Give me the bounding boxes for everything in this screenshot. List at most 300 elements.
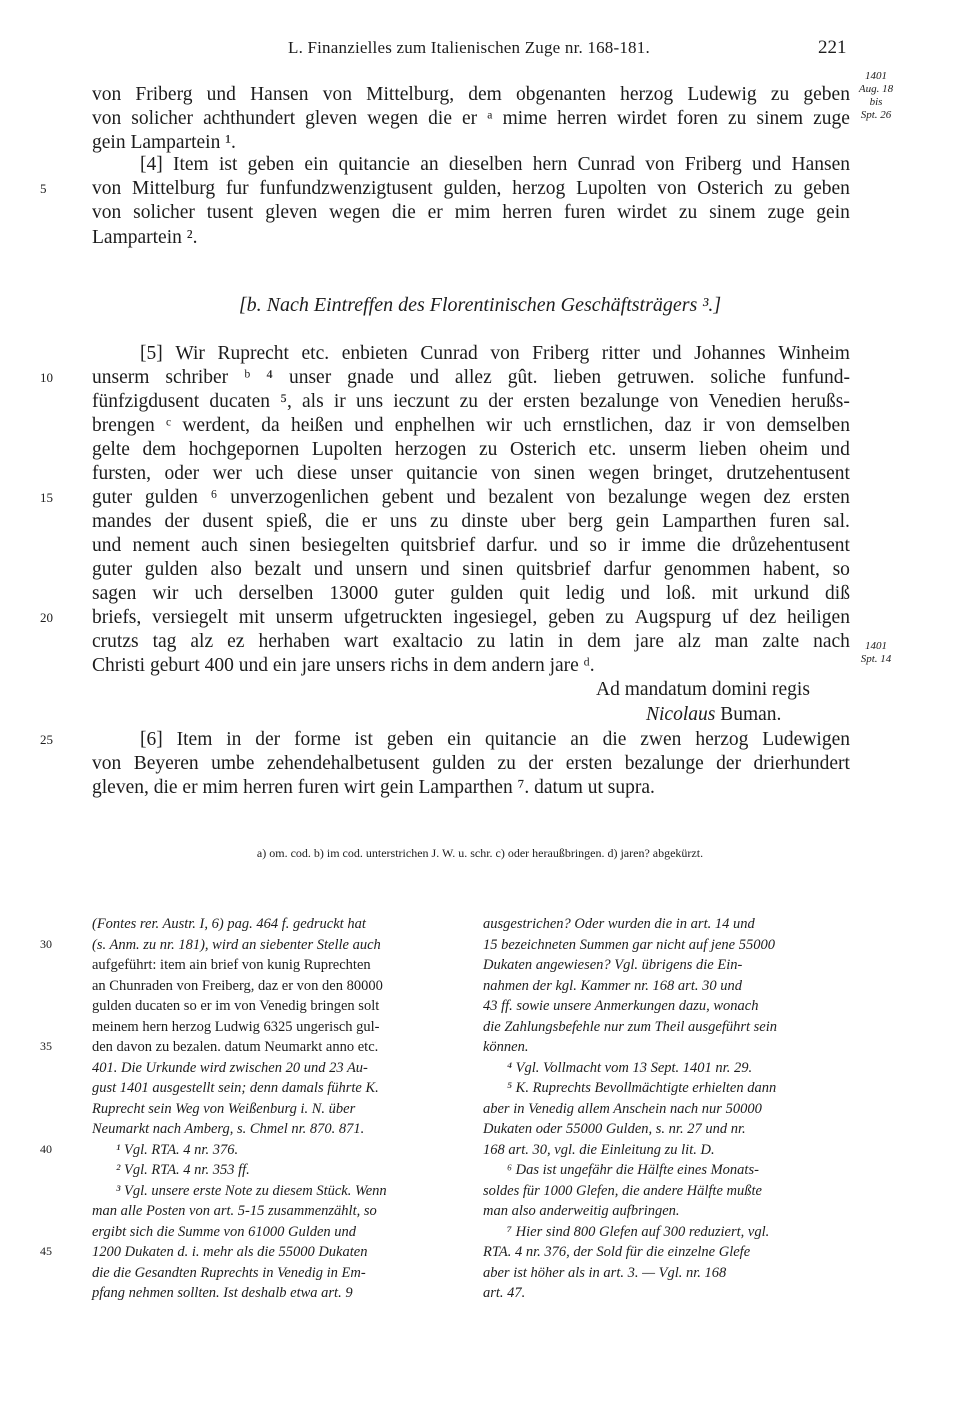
word: unserm — [628, 439, 687, 460]
word: guter — [394, 583, 435, 604]
word: und — [354, 415, 384, 436]
word: herzog — [512, 178, 566, 199]
body-line: gleven, die er mim herren furen wirt gein Lamparthen ⁷. datum ut supra. — [92, 777, 655, 798]
body-line — [92, 201, 850, 225]
word: zwen — [640, 729, 682, 750]
word: ᵃ — [487, 108, 493, 129]
margin-date-from: Aug. 18 — [858, 83, 894, 95]
word: ernstlichen, — [562, 415, 654, 436]
footnote-line: (s. Anm. zu nr. 181), wird an siebenter Stelle auch — [92, 936, 381, 953]
word: unser — [350, 463, 393, 484]
body-line — [92, 390, 850, 414]
word: Cunrad — [420, 343, 478, 364]
word: tag — [152, 631, 177, 652]
word: geben — [803, 178, 850, 199]
footnote-line: Ruprecht sein Weg von Weißenburg i. N. über — [92, 1100, 356, 1117]
word: lieben — [553, 367, 602, 388]
word: [5] — [140, 343, 163, 364]
word: ufgetruckten — [343, 607, 443, 628]
word: wir — [152, 583, 179, 604]
word: exaltacio — [392, 631, 463, 652]
footnote-line: ⁶ Das ist ungefähr die Hälfte eines Monats- — [507, 1162, 759, 1178]
footnote-line: art. 47. — [483, 1285, 526, 1301]
word: dem — [468, 84, 502, 105]
running-title: L. Finanzielles zum Italienischen Zuge nr. 168-181. — [288, 38, 650, 57]
word: herhaben — [258, 631, 330, 652]
word: zu — [605, 607, 624, 628]
word: zu — [459, 391, 479, 412]
word: funfundzwenzigtusent — [259, 178, 433, 199]
body-line — [92, 606, 850, 630]
word: der — [255, 729, 281, 750]
word: ist — [354, 729, 373, 750]
word: soliche — [710, 367, 766, 388]
word: enphelhen — [394, 415, 475, 436]
word: von — [322, 84, 352, 105]
word: ⁶ — [210, 487, 218, 508]
footnote-line: aufgeführt: item ain brief von kunig Ruprechten — [92, 957, 371, 973]
word: geben — [548, 607, 595, 628]
word: von — [657, 178, 687, 199]
body-line — [92, 486, 850, 510]
body-line — [92, 462, 850, 486]
word: wer — [212, 463, 242, 484]
word: und — [446, 487, 476, 508]
word: bezalunge — [624, 753, 704, 774]
word: bezalunge — [580, 391, 660, 412]
footnote-line: 1200 Dukaten d. i. mehr als die 55000 Dukaten — [92, 1244, 368, 1260]
word: forme — [294, 729, 341, 750]
word: dusent — [202, 511, 254, 532]
word: ᶜ — [166, 415, 172, 436]
word: imme — [641, 535, 686, 556]
word: diese — [296, 463, 338, 484]
word: hochgepornen — [188, 439, 300, 460]
word: nement — [132, 535, 190, 556]
footnotes-right — [483, 914, 855, 1304]
word: crutzs — [92, 631, 139, 652]
word: uns — [355, 391, 384, 412]
word: zu — [728, 108, 747, 129]
footnote-line: die die Gesandten Ruprechts in Venedig in Em- — [92, 1264, 366, 1281]
word: sinen — [533, 463, 576, 484]
word: von — [726, 415, 756, 436]
word: zuge — [813, 108, 850, 129]
word: nach — [813, 631, 850, 652]
word: die — [391, 202, 416, 223]
word: von — [92, 108, 122, 129]
word: tusent — [206, 202, 254, 223]
word: herußs- — [791, 391, 850, 412]
word: und — [620, 583, 650, 604]
footnote-line: aber in Venedig allem Anschein nach nur 50000 — [483, 1100, 762, 1117]
word: von — [92, 84, 122, 105]
footnote-line: nahmen der kgl. Kammer nr. 168 art. 30 und — [483, 977, 742, 994]
word: uch — [523, 415, 552, 436]
word: ein — [304, 154, 329, 175]
word: ir — [702, 415, 715, 436]
word: ersten — [565, 753, 613, 774]
word: in — [226, 729, 242, 750]
word: sinem — [756, 108, 804, 129]
word: mandes — [92, 511, 152, 532]
word: Venedien — [708, 391, 782, 412]
word: zehendehalbetusent — [266, 753, 420, 774]
word: ledig — [565, 583, 605, 604]
word: solicher — [133, 202, 195, 223]
word: quitsbrief — [516, 559, 591, 580]
body-line — [140, 153, 850, 177]
word: zu — [478, 439, 498, 460]
footnote-line-number: 40 — [40, 1142, 52, 1156]
word: funfund- — [781, 367, 850, 388]
body-line — [92, 630, 850, 654]
body-line — [92, 438, 850, 462]
word: alz — [190, 631, 214, 652]
word: ⁴ — [266, 367, 273, 388]
word: versiegelt — [152, 607, 228, 628]
word: an — [570, 729, 589, 750]
word: achthundert — [203, 108, 296, 129]
footnote-line: man alle Posten von art. 5-15 zusammenzählt, so — [92, 1203, 377, 1219]
word: [4] — [140, 154, 163, 175]
word: briefs, — [92, 607, 142, 628]
word: werdent, — [182, 415, 251, 436]
body-line — [92, 177, 850, 201]
footnote-line: Neumarkt nach Amberg, s. Chmel nr. 870. 871. — [92, 1121, 365, 1137]
word: uf — [722, 607, 739, 628]
signature-name — [646, 703, 781, 727]
word: daz — [664, 415, 692, 436]
word: Johannes — [694, 343, 766, 364]
footnote-line: aber ist höher als in art. 3. — Vgl. nr. 168 — [483, 1264, 727, 1281]
word: quitancie — [484, 729, 557, 750]
footnote-line: ausgestrichen? Oder wurden die in art. 14 und — [483, 916, 755, 932]
word: urkund — [753, 583, 810, 604]
word: uns — [389, 511, 418, 532]
word: loß. — [665, 583, 696, 604]
word: auch — [201, 535, 238, 556]
word: drutzehentusent — [726, 463, 850, 484]
body-line — [140, 728, 850, 752]
footnote-line-number: 45 — [40, 1244, 52, 1258]
footnotes-left — [92, 914, 464, 1304]
page-number: 221 — [818, 37, 847, 58]
word: Lamparthen — [662, 511, 757, 532]
word: geben — [803, 84, 850, 105]
word: gnade — [347, 367, 394, 388]
word: ieczunt — [393, 391, 450, 412]
word: sagen — [92, 583, 137, 604]
word: die — [602, 729, 627, 750]
footnote-line: man also anderweitig aufbringen. — [483, 1203, 680, 1219]
word: geben — [386, 729, 434, 750]
footnote-line: 168 art. 30, vgl. die Einleitung zu lit. D. — [483, 1141, 715, 1158]
word: zuge — [767, 202, 805, 223]
word: Beyeren — [133, 753, 199, 774]
word: demselben — [766, 415, 850, 436]
signature-last-name: Buman. — [720, 704, 782, 725]
section-heading: [b. Nach Eintreffen des Florentinischen Geschäftsträgers ³.] — [238, 294, 722, 316]
body-line: Lampartein ². — [92, 227, 198, 248]
word: wegen — [329, 202, 381, 223]
body-line — [92, 534, 850, 558]
footnote-line: an Chunraden von Freiberg, daz er von den 80000 — [92, 977, 383, 994]
line-number: 10 — [40, 370, 53, 385]
word: und — [652, 343, 682, 364]
word: zu — [476, 631, 496, 652]
word: bezalt — [254, 559, 302, 580]
word: furen — [769, 511, 811, 532]
word: unverzogenlichen — [230, 487, 369, 508]
body-line — [92, 414, 850, 438]
word: umbe — [211, 753, 255, 774]
word: herzogen — [394, 439, 467, 460]
footnote-line: ⁵ K. Ruprechts Bevollmächtigte erhielten dann — [507, 1080, 777, 1096]
word: lieben — [698, 439, 747, 460]
word: wirdet — [616, 108, 667, 129]
word: ersten — [803, 487, 850, 508]
footnote-line-number: 30 — [40, 937, 52, 951]
word: unsern — [355, 559, 408, 580]
word: ersten — [523, 391, 570, 412]
footnote-line: 43 ff. sowie unsere Anmerkungen dazu, wonach — [483, 998, 759, 1014]
footnote-line: die Zahlungsbefehle nur zum Theil ausgeführt sein — [483, 1018, 778, 1035]
word: der — [164, 511, 190, 532]
footnote-line: 401. Die Urkunde wird zwischen 20 und 23 Au- — [92, 1059, 368, 1076]
word: bezalent — [488, 487, 554, 508]
body-line — [92, 510, 850, 534]
margin-date-top — [848, 70, 904, 122]
word: von — [92, 202, 122, 223]
word: gulden — [144, 487, 198, 508]
word: zalte — [762, 631, 800, 652]
word: sinen — [462, 559, 504, 580]
word: der — [528, 753, 554, 774]
word: und — [420, 559, 450, 580]
word: alz — [678, 631, 701, 652]
word: guter — [92, 559, 133, 580]
word: bringet, — [652, 463, 713, 484]
word: darfur. — [486, 535, 538, 556]
word: und — [409, 367, 439, 388]
word: in — [558, 631, 574, 652]
word: zu — [497, 753, 516, 774]
footnote-line-number: 35 — [40, 1039, 52, 1053]
line-number: 25 — [40, 732, 53, 747]
word: sal. — [823, 511, 850, 532]
word: unserm — [92, 367, 150, 388]
word: diß — [825, 583, 850, 604]
word: ist — [218, 154, 238, 175]
word: er — [361, 511, 378, 532]
word: solicher — [131, 108, 194, 129]
body-line — [140, 342, 850, 366]
word: sinen — [249, 535, 291, 556]
word: und — [92, 535, 122, 556]
word: Augspurg — [634, 607, 712, 628]
word: wegen — [588, 463, 640, 484]
word: drierhundert — [753, 753, 850, 774]
word: gulden — [431, 753, 486, 774]
footnote-line: ² Vgl. RTA. 4 nr. 353 ff. — [116, 1162, 250, 1178]
word: dez — [763, 487, 791, 508]
word: mim — [454, 202, 491, 223]
word: gein — [615, 511, 650, 532]
word: Ludewig — [687, 84, 757, 105]
word: und — [752, 154, 782, 175]
word: darfur — [603, 559, 652, 580]
word: gleven — [265, 202, 318, 223]
word: Osterich — [697, 178, 764, 199]
word: 13000 — [329, 583, 379, 604]
footnote-line: 15 bezeichneten Summen gar nicht auf jene 55000 — [483, 936, 775, 953]
word: Lupolten — [311, 439, 383, 460]
word: Item — [176, 729, 213, 750]
word: Mittelburg — [132, 178, 216, 199]
footnote-line: ³ Vgl. unsere erste Note zu diesem Stück. Wenn — [116, 1182, 387, 1199]
word: Friberg — [135, 84, 193, 105]
word: gleven — [305, 108, 358, 129]
footnote-line: den davon zu bezalen. datum Neumarkt anno etc. — [92, 1039, 379, 1055]
word: wart — [343, 631, 379, 652]
word: ein — [447, 729, 472, 750]
word: schriber — [165, 367, 229, 388]
word: Cunrad — [577, 154, 635, 175]
word: und — [549, 535, 579, 556]
margin-date-year: 1401 — [865, 640, 887, 652]
body-line: gein Lampartein ¹. — [92, 132, 236, 153]
margin-date-bis: bis — [869, 96, 883, 108]
footnote-line: gulden ducaten so er im von Venedig bringen solt — [92, 998, 380, 1014]
word: an — [420, 154, 439, 175]
word: von — [669, 391, 699, 412]
footnote-line: meinem hern herzog Ludwig 6325 ungerisch gul- — [92, 1018, 380, 1035]
word: dem — [587, 631, 621, 652]
word: Ludewigen — [762, 729, 850, 750]
word: er — [462, 108, 478, 129]
word: herzog — [695, 729, 749, 750]
word: ⁵, — [280, 391, 292, 412]
footnote-line: RTA. 4 nr. 376, der Sold für die einzelne Glefe — [483, 1244, 751, 1260]
footnote-line: ⁷ Hier sind 800 Glefen auf 300 reduziert, vgl. — [507, 1223, 770, 1240]
word: genommen — [663, 559, 751, 580]
word: etc. — [301, 343, 330, 364]
body-line — [92, 558, 850, 582]
word: jare — [634, 631, 664, 652]
word: uch — [194, 583, 223, 604]
word: bezalunge — [608, 487, 688, 508]
word: brengen — [92, 415, 155, 436]
word: Winheim — [778, 343, 850, 364]
word: dem — [142, 439, 177, 460]
word: besiegelten — [301, 535, 390, 556]
word: Friberg — [532, 343, 590, 364]
line-number: 15 — [40, 490, 53, 505]
word: drůzehentusent — [731, 535, 850, 556]
word: von — [92, 753, 122, 774]
word: enbieten — [341, 343, 408, 364]
word: von — [566, 487, 596, 508]
word: geben — [247, 154, 295, 175]
word: derselben — [238, 583, 314, 604]
word: fünfzigdusent — [92, 391, 200, 412]
footnote-line: ⁴ Vgl. Vollmacht vom 13 Sept. 1401 nr. 29. — [507, 1059, 753, 1076]
word: uch — [255, 463, 284, 484]
word: gût. — [507, 367, 538, 388]
word: Wir — [175, 343, 205, 364]
textual-notes: a) om. cod. b) im cod. unterstrichen J. W. u. schr. c) oder heraußbringen. d) jaren? abgekürzt. — [256, 846, 704, 860]
word: zu — [770, 84, 790, 105]
word: gein — [816, 202, 850, 223]
word: berg — [568, 511, 603, 532]
word: wegen — [699, 487, 751, 508]
word: Osterich — [509, 439, 577, 460]
word: und — [313, 559, 344, 580]
word: Ruprecht — [217, 343, 289, 364]
word: guter — [92, 487, 133, 508]
margin-date-to: Spt. 26 — [860, 109, 892, 121]
word: der — [488, 391, 514, 412]
word: Friberg — [684, 154, 742, 175]
word: ritter — [601, 343, 640, 364]
word: unserm — [275, 607, 334, 628]
word: so — [589, 535, 607, 556]
body-line — [92, 83, 850, 107]
margin-date-day: Spt. 14 — [860, 653, 892, 665]
word: ingesiegel, — [453, 607, 538, 628]
word: oheim — [759, 439, 808, 460]
word: uber — [520, 511, 556, 532]
word: Lupolten — [576, 178, 647, 199]
word: Hansen — [250, 84, 309, 105]
word: habent, — [763, 559, 820, 580]
word: Item — [172, 154, 209, 175]
signature-mandate: Ad mandatum domini regis — [596, 679, 810, 700]
word: wir — [486, 415, 513, 436]
word: unser — [288, 367, 332, 388]
word: sinem — [709, 202, 756, 223]
word: latin — [509, 631, 545, 652]
footnote-line: ¹ Vgl. RTA. 4 nr. 376. — [116, 1141, 239, 1158]
word: die — [428, 108, 452, 129]
word: wegen — [367, 108, 419, 129]
footnote-line: soldes für 1000 Glefen, die andere Hälfte mußte — [483, 1182, 762, 1199]
word: die — [325, 511, 349, 532]
word: als — [302, 391, 324, 412]
word: furen — [564, 202, 606, 223]
word: oder — [164, 463, 200, 484]
word: der — [716, 753, 742, 774]
word: mime — [502, 108, 548, 129]
word: Mittelburg, — [366, 84, 455, 105]
word: zu — [678, 202, 698, 223]
footnote-line: können. — [483, 1039, 529, 1055]
word: heißen — [290, 415, 343, 436]
line-number: 5 — [40, 181, 47, 196]
word: mit — [711, 583, 738, 604]
word: ducaten — [209, 391, 271, 412]
word: von — [490, 343, 520, 364]
word: so — [832, 559, 850, 580]
line-number: 20 — [40, 610, 53, 625]
word: herzog — [620, 84, 674, 105]
word: da — [261, 415, 280, 436]
word: wirdet — [617, 202, 667, 223]
word: foren — [676, 108, 718, 129]
word: gulden, — [443, 178, 502, 199]
word: gulden — [450, 583, 504, 604]
